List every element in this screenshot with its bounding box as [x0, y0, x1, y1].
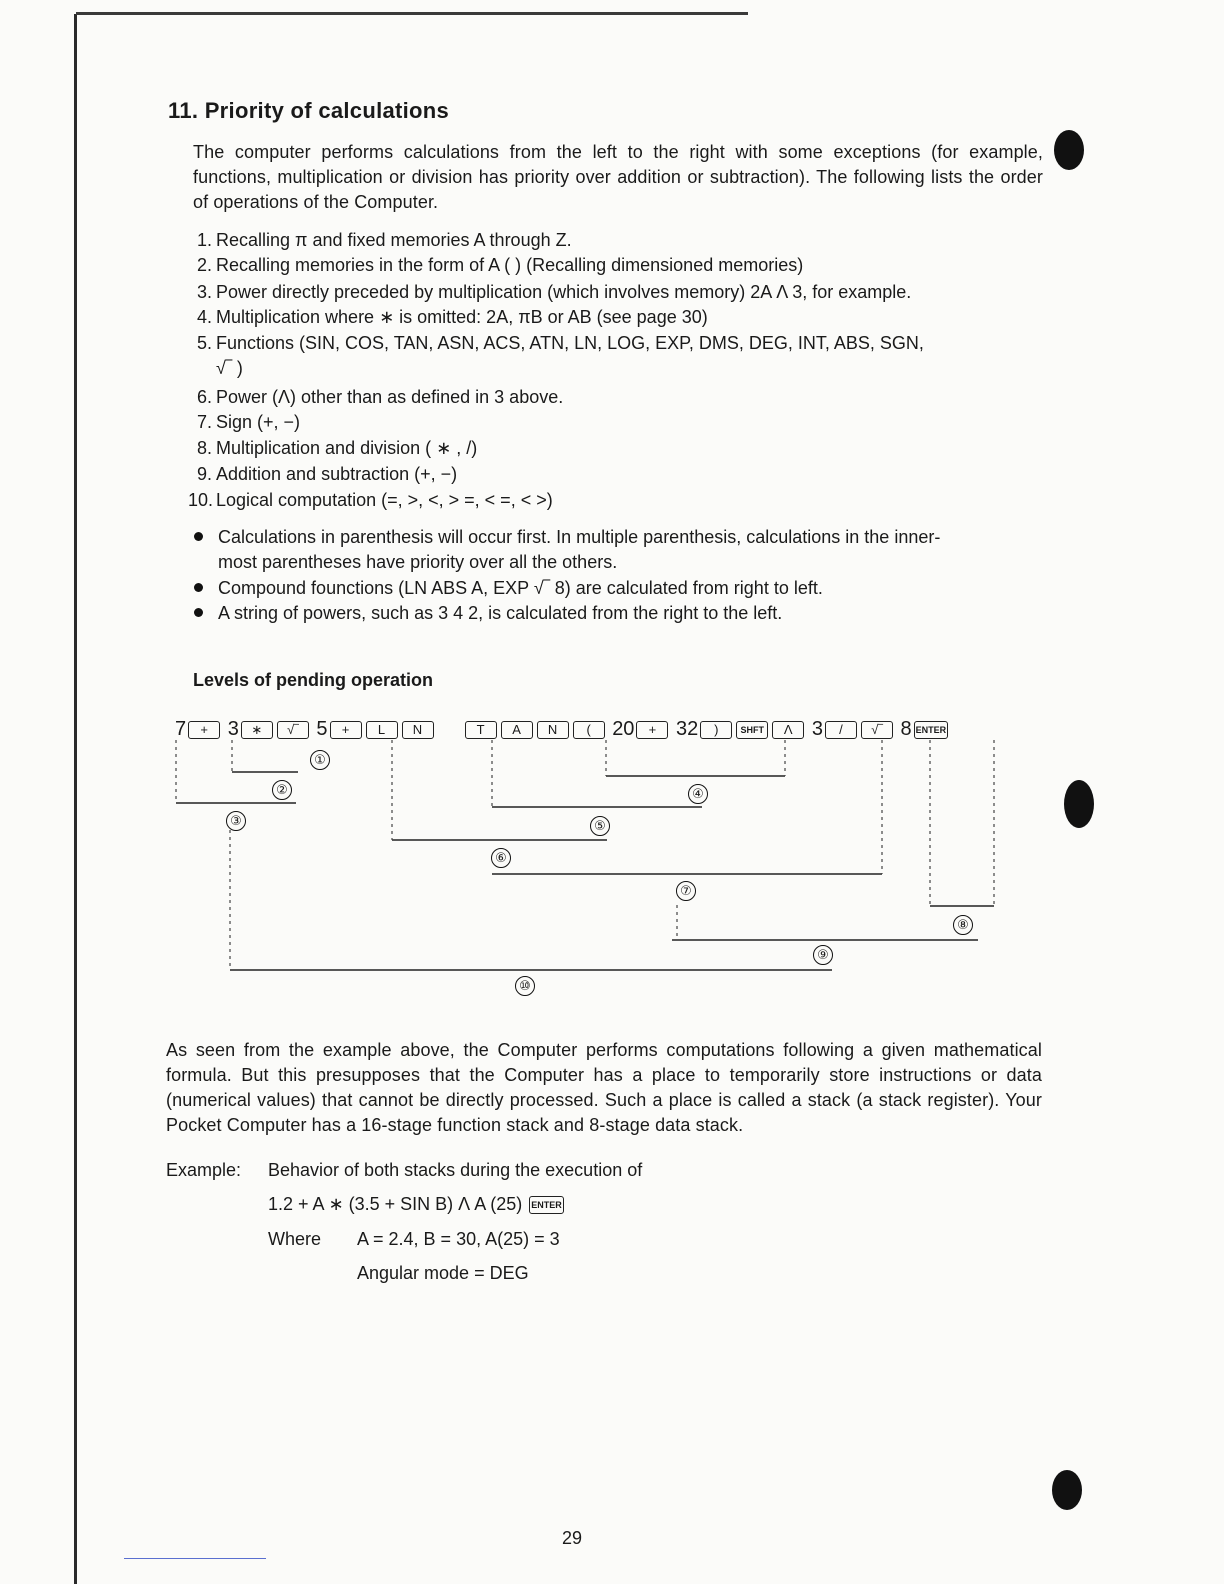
section-title-text: Priority of calculations	[204, 98, 450, 123]
bullet-text: Calculations in parenthesis will occur first. In multiple parenthesis, calculations in the inner-	[218, 527, 941, 547]
plus-key: +	[636, 721, 668, 739]
enter-key: ENTER	[914, 721, 949, 739]
divide-key: /	[825, 721, 857, 739]
L-key: L	[366, 721, 398, 739]
A-key: A	[501, 721, 533, 739]
list-item: 5. Functions (SIN, COS, TAN, ASN, ACS, ATN, LN, LOG, EXP, DMS, DEG, INT, ABS, SGN,	[196, 333, 924, 353]
level-5-marker: ⑤	[590, 816, 610, 836]
sqrt-key: √‾	[861, 721, 893, 739]
enter-key: ENTER	[529, 1196, 564, 1214]
close-paren-key: )	[700, 721, 732, 739]
plus-key: +	[330, 721, 362, 739]
list-item: 3. Power directly preceded by multiplication (which involves memory) 2A Λ 3, for example.	[196, 282, 912, 302]
list-item: 9. Addition and subtraction (+, −)	[196, 464, 458, 484]
plus-key: +	[188, 721, 220, 739]
intro-paragraph: The computer performs calculations from the left to the right with some exceptions (for example, functions, multiplication or division has priority over addition or subtraction). The following lists the order of operations of the Computer.	[193, 142, 1043, 212]
list-item: 6. Power (Λ) other than as defined in 3 above.	[196, 387, 564, 407]
where-values: A = 2.4, B = 30, A(25) = 3	[357, 1229, 560, 1249]
bullet-text: most parentheses have priority over all the others.	[218, 552, 618, 572]
multiply-key: ∗	[241, 721, 273, 739]
list-item: 8. Multiplication and division ( ∗ , /)	[196, 438, 478, 458]
section-number: 11.	[168, 98, 199, 123]
N-key: N	[537, 721, 569, 739]
stack-explanation: As seen from the example above, the Computer performs computations following a given mathematical formula. But this presupposes that the Computer has a place to temporarily store instructions or data (numerical values) that cannot be directly processed. Such a place is called a stack (a stack register). Your Pocket Computer has a 16-stage function stack and 8-stage data stack.	[166, 1040, 1042, 1135]
level-7-marker: ⑦	[676, 881, 696, 901]
example-label: Example:	[166, 1160, 242, 1180]
level-1-marker: ①	[310, 750, 330, 770]
power-key: Λ	[772, 721, 804, 739]
bullet-text: A string of powers, such as 3 4 2, is calculated from the right to the left.	[218, 603, 783, 623]
example-formula: 1.2 + A ∗ (3.5 + SIN B) Λ A (25) ENTER	[268, 1194, 562, 1214]
list-item: 2. Recalling memories in the form of A ( ) (Recalling dimensioned memories)	[196, 255, 804, 275]
level-4-marker: ④	[688, 784, 708, 804]
levels-heading: Levels of pending operation	[193, 670, 434, 690]
level-9-marker: ⑨	[813, 945, 833, 965]
list-item: 10. Logical computation (=, >, <, > =, < =, < >)	[188, 490, 553, 510]
level-2-marker: ②	[272, 780, 292, 800]
key-sequence: 7 + 3 ∗ √‾ 5 + L N T A N ( 20 + 32 ) SHFT Λ 3 / √‾ 8 ENTER	[175, 718, 947, 740]
level-6-marker: ⑥	[491, 848, 511, 868]
bullet-text: Compound founctions (LN ABS A, EXP √‾ 8) are calculated from right to left.	[218, 578, 823, 598]
T-key: T	[465, 721, 497, 739]
list-item: 4. Multiplication where ∗ is omitted: 2A, πB or AB (see page 30)	[196, 307, 708, 327]
N-key: N	[402, 721, 434, 739]
open-paren-key: (	[573, 721, 605, 739]
list-item: √‾ )	[216, 358, 243, 378]
page-number: 29	[562, 1528, 583, 1548]
list-item: 1. Recalling π and fixed memories A through Z.	[196, 230, 572, 250]
footer-rule	[124, 1558, 266, 1559]
level-10-marker: ⑩	[515, 976, 535, 996]
angular-mode: Angular mode = DEG	[357, 1263, 529, 1283]
level-8-marker: ⑧	[953, 915, 973, 935]
sqrt-key: √‾	[277, 721, 309, 739]
list-item: 7. Sign (+, −)	[196, 412, 301, 432]
shift-key: SHFT	[736, 721, 768, 739]
level-3-marker: ③	[226, 811, 246, 831]
example-text: Behavior of both stacks during the execution of	[268, 1160, 643, 1180]
where-label: Where	[268, 1229, 322, 1249]
